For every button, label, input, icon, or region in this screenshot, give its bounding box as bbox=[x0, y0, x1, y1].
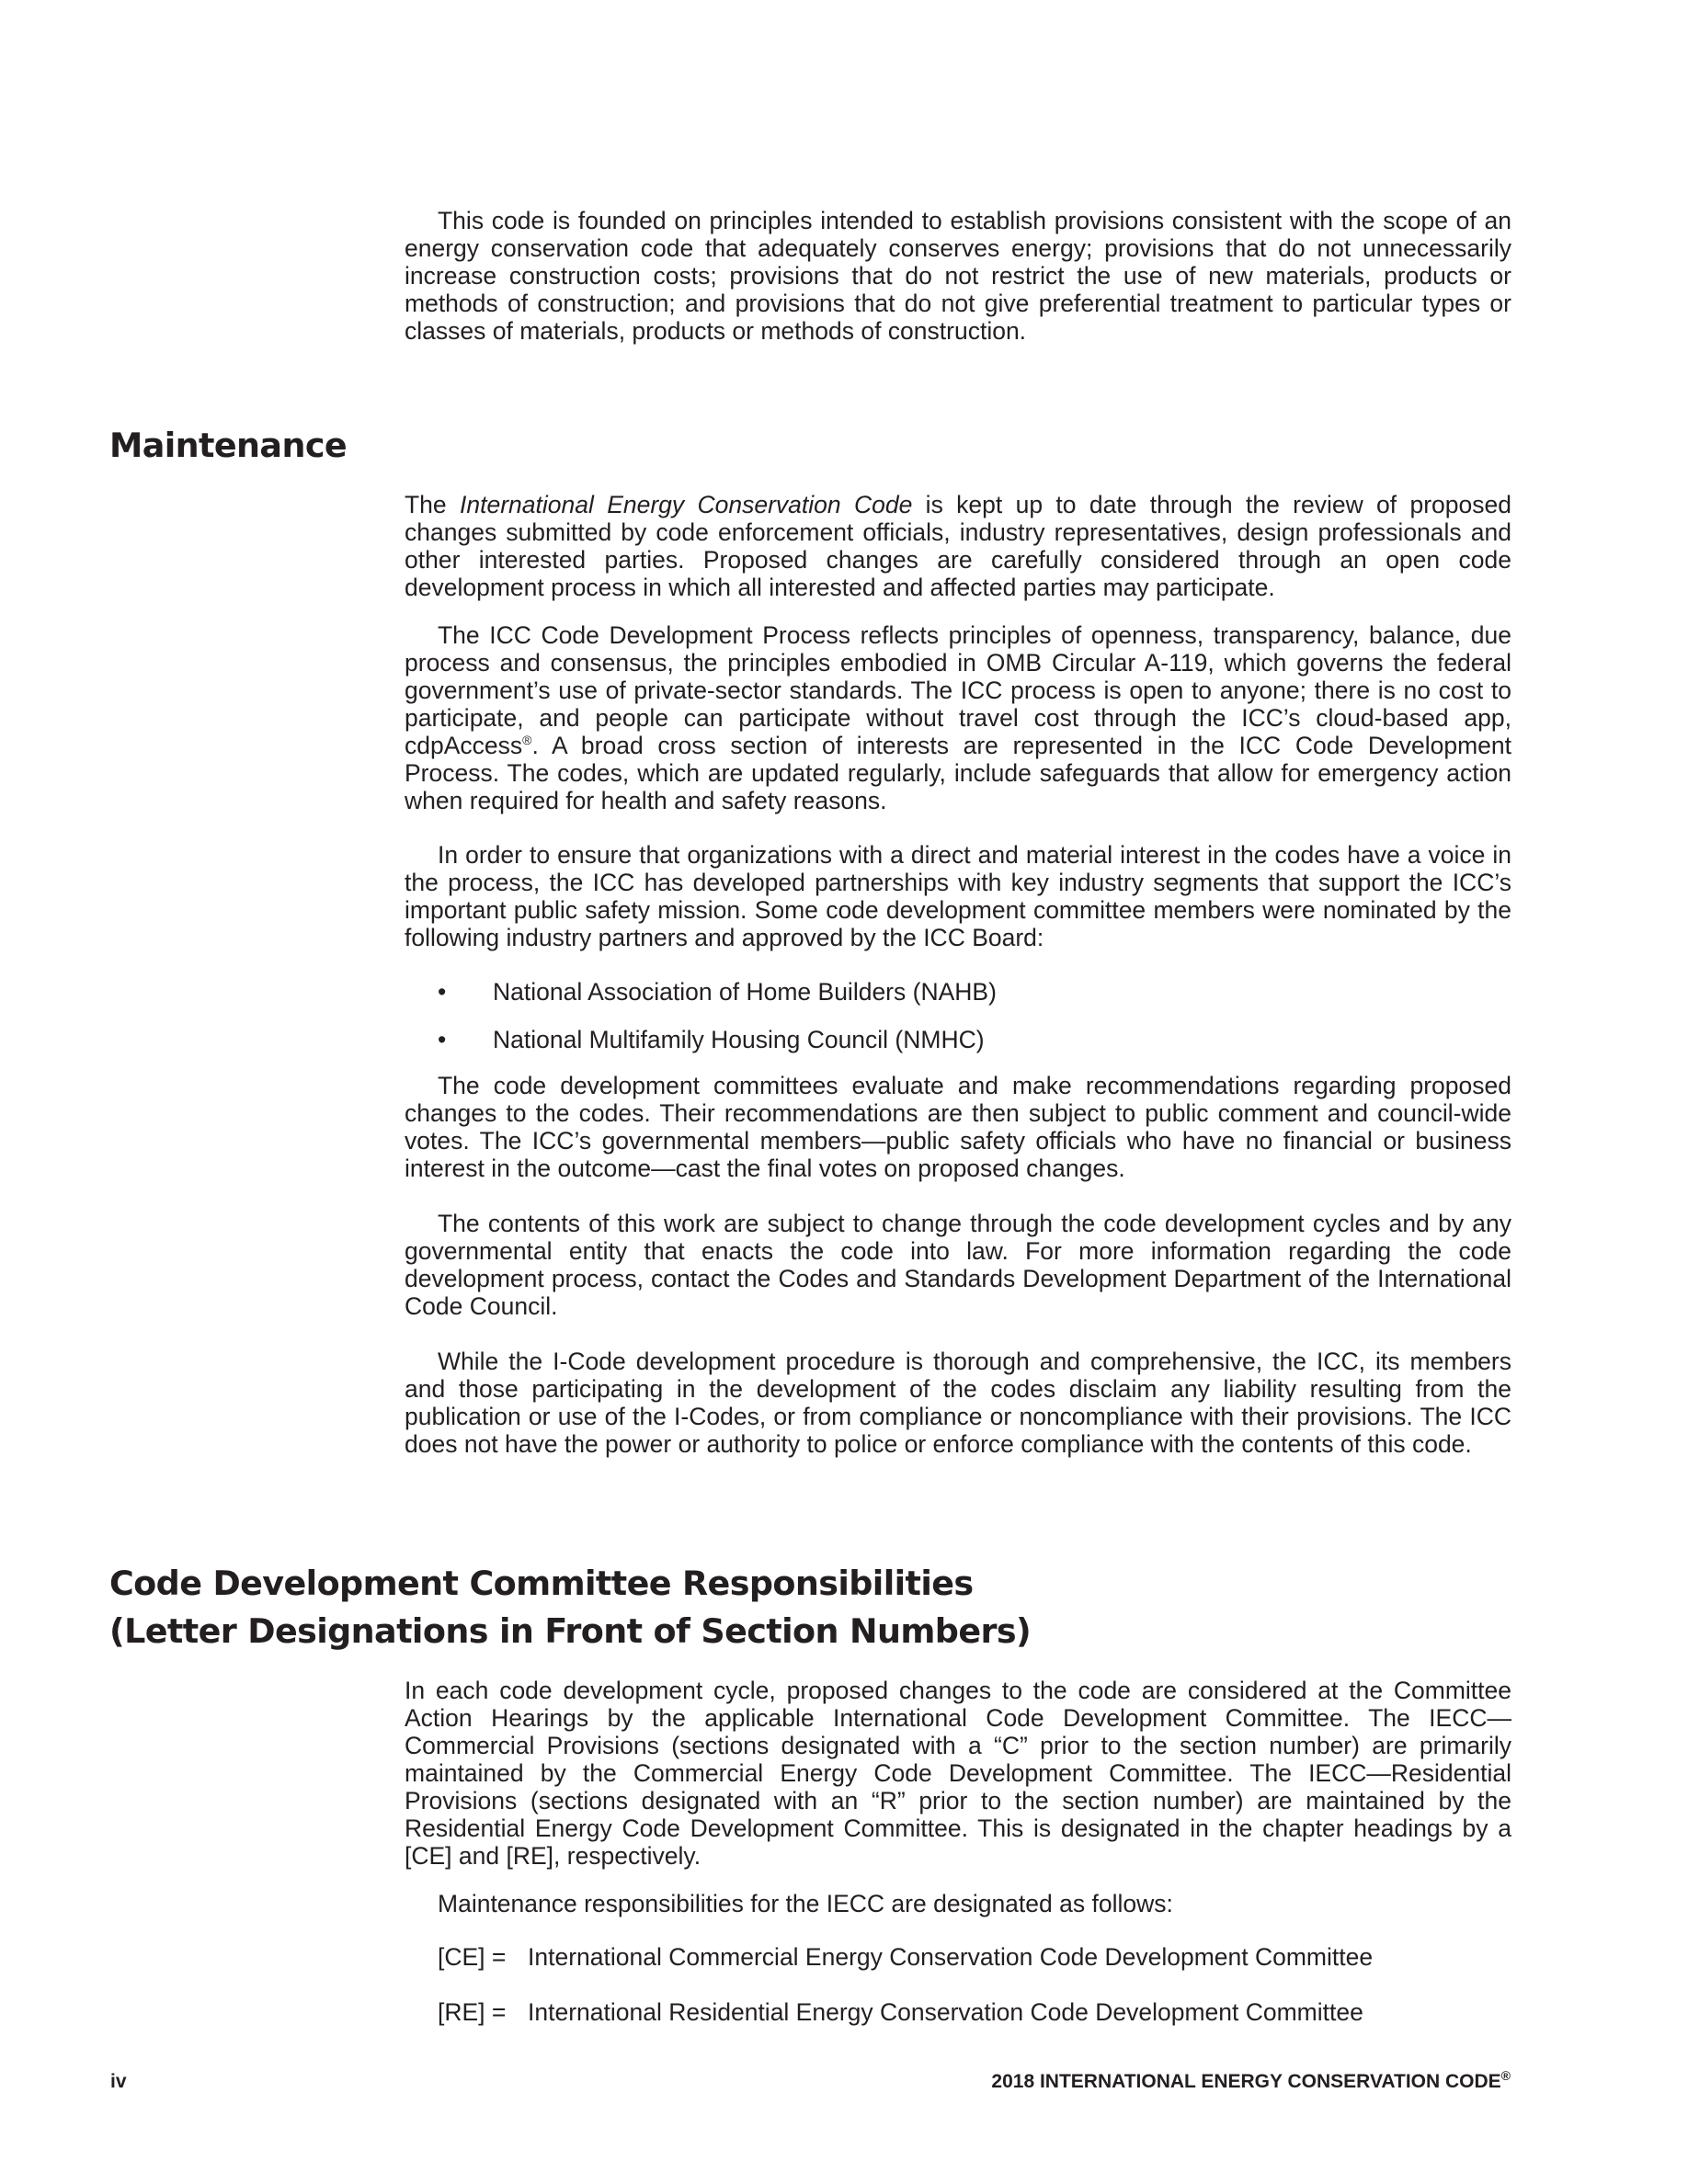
committee-paragraph-1: In each code development cycle, proposed changes to the code are considered at the Committee Action Hearings by the applicable International Code Development Committee. The IECC—Commercial Provisions (sections designated with a “C” prior to the section number) are primarily maintained by the Commercial Energy Code Development Committee. The IECC—Residential Provisions (sections designated with an “R” prior to the section number) are maintained by the Residential Energy Code Development Committee. This is designated in the chapter headings by a [CE] and [RE], respectively. bbox=[405, 1677, 1511, 1870]
committee-paragraph-2: Maintenance responsibilities for the IECC are designated as follows: bbox=[438, 1890, 1173, 1917]
maintenance-heading: Maintenance bbox=[109, 426, 348, 465]
maintenance-paragraph-2 bbox=[405, 621, 1511, 814]
committee-section bbox=[405, 1677, 1511, 1917]
maintenance-paragraph-6: While the I-Code development procedure is thorough and comprehensive, the ICC, its members and those participating in the development of the codes disclaim any liability resulting from the publication or use of the I-Codes, or from compliance or noncompliance with their provisions. The ICC does not have the power or authority to police or enforce compliance with the contents of this code. bbox=[405, 1348, 1511, 1458]
book-title: 2018 INTERNATIONAL ENERGY CONSERVATION CODE bbox=[991, 2071, 1501, 2092]
registered-mark: ® bbox=[522, 733, 532, 748]
maintenance-section-a bbox=[405, 491, 1511, 951]
maintenance-paragraph-4: The code development committees evaluate and make recommendations regarding proposed changes to the codes. Their recommendations are then subject to public comment and council-wide votes. The ICC’s governmental members—public safety officials who have no financial or business interest in the outcome—cast the final votes on proposed changes. bbox=[405, 1072, 1511, 1182]
committee-heading-line-1: Code Development Committee Responsibilities bbox=[109, 1564, 974, 1603]
code-title: International Energy Conservation Code bbox=[460, 491, 913, 518]
intro-section bbox=[405, 207, 1511, 345]
p2-part2: . A broad cross section of interests are represented in the ICC Code Development Process. The codes, which are updated regularly, include safeguards that allow for emergency action when required for health and safety reasons. bbox=[405, 732, 1511, 814]
p1-prefix: The bbox=[405, 491, 461, 518]
committee-heading-line-2: (Letter Designations in Front of Section Numbers) bbox=[109, 1611, 1032, 1651]
p2-part1: The ICC Code Development Process reflects principles of openness, transparency, balance, due process and consensus, the principles embodied in OMB Circular A-119, which governs the federal government’s use of private-sector standards. The ICC process is open to anyone; there is no cost to participate, and people can participate without travel cost through the ICC’s cloud-based app, cdpAccess bbox=[405, 621, 1511, 759]
maintenance-section-b bbox=[405, 1072, 1511, 1458]
intro-paragraph: This code is founded on principles intended to establish provisions consistent with the scope of an energy conservation code that adequately conserves energy; provisions that do not unnecessarily increase construction costs; provisions that do not restrict the use of new materials, products or methods of construction; and provisions that do not give preferential treatment to particular types or classes of materials, products or methods of construction. bbox=[405, 207, 1511, 345]
running-footer-title bbox=[991, 2068, 1511, 2093]
committee-heading bbox=[109, 1560, 1031, 1655]
p1-rest: is kept up to date through the review of proposed changes submitted by code enforcement officials, industry representatives, design professionals and other interested parties. Proposed changes are carefully considered through an open code development process in which all interested and affected parties may participate. bbox=[405, 491, 1511, 601]
maintenance-paragraph-1 bbox=[405, 491, 1511, 601]
designation-code: [RE] = bbox=[438, 1998, 507, 2026]
designation-committee: International Commercial Energy Conservation Code Development Committee bbox=[528, 1943, 1374, 1971]
maintenance-paragraph-3: In order to ensure that organizations with a direct and material interest in the codes have a voice in the process, the ICC has developed partnerships with key industry segments that support the ICC’s important public safety mission. Some code development committee members were nominated by the following industry partners and approved by the ICC Board: bbox=[405, 841, 1511, 951]
maintenance-paragraph-5: The contents of this work are subject to change through the code development cycles and by any governmental entity that enacts the code into law. For more information regarding the code development process, contact the Codes and Standards Development Department of the International Code Council. bbox=[405, 1210, 1511, 1320]
designation-committee: International Residential Energy Conservation Code Development Committee bbox=[528, 1998, 1363, 2026]
designation-code: [CE] = bbox=[438, 1943, 507, 1971]
partner-name: National Multifamily Housing Council (NMHC) bbox=[493, 1026, 985, 1053]
book-title-registered-mark: ® bbox=[1500, 2068, 1511, 2083]
page-number: iv bbox=[110, 2071, 127, 2092]
partner-name: National Association of Home Builders (NAHB) bbox=[493, 978, 997, 1006]
bullet-icon: • bbox=[438, 1026, 447, 1053]
bullet-icon: • bbox=[438, 978, 447, 1006]
